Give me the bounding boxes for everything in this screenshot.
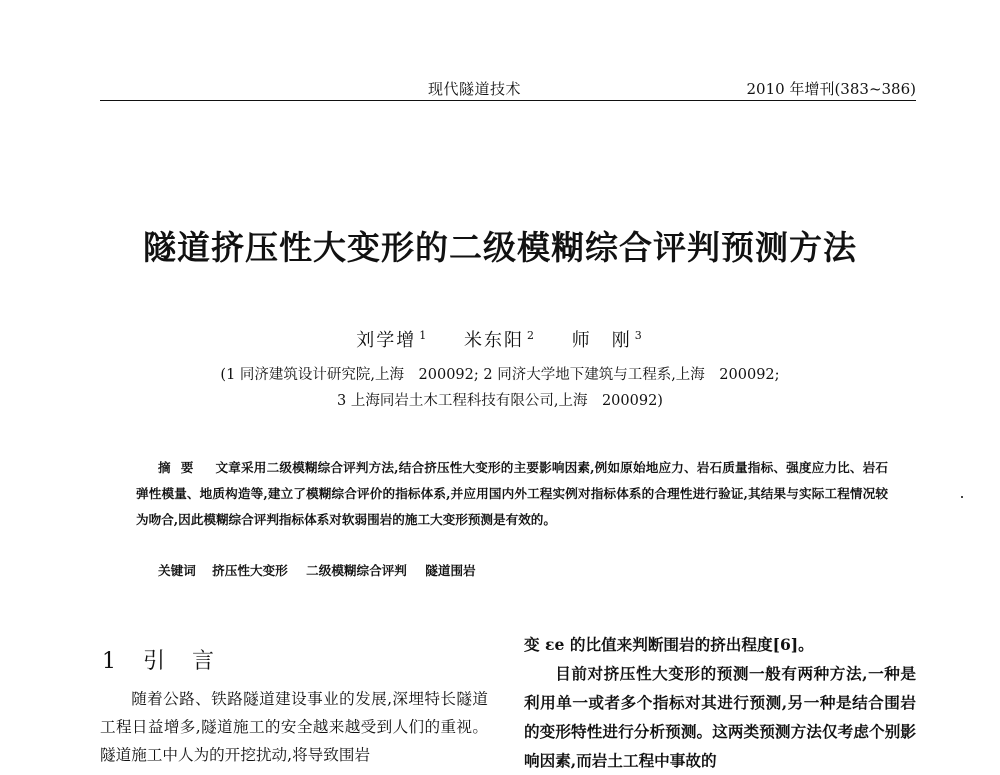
abstract-text: 文章采用二级模糊综合评判方法,结合挤压性大变形的主要影响因素,例如原始地应力、岩石质量指标、强度应力比、岩石弹性模量、地质构造等,建立了模糊综合评价的指标体系,并应用国内外工程实例对指标体系的合理性进行验证,其结果与实际工程情况较为吻合,因此模糊综合评判指标体系对软弱围岩的施工大变形预测是有效的。 bbox=[136, 460, 888, 527]
author-list bbox=[0, 326, 1000, 352]
author-name: 刘学增 bbox=[356, 330, 417, 351]
affiliation-line-1: (1 同济建筑设计研究院,上海 200092; 2 同济大学地下建筑与工程系,上海 200092; bbox=[220, 367, 780, 383]
section-number: 1 bbox=[102, 649, 126, 674]
body-column-right bbox=[524, 630, 916, 775]
paper-title: 隧道挤压性大变形的二级模糊综合评判预测方法 bbox=[143, 228, 857, 267]
header-rule bbox=[100, 100, 916, 101]
scan-speck bbox=[961, 496, 963, 498]
author-name: 师 刚 bbox=[571, 330, 632, 351]
author-name: 米东阳 bbox=[464, 330, 524, 351]
issue-info: 2010 年增刊(383~386) bbox=[746, 80, 916, 98]
body-paragraph: 随着公路、铁路隧道建设事业的发展,深埋特长隧道工程日益增多,隧道施工的安全越来越受到人们的重视。隧道施工中人为的开挖扰动,将导致围岩 bbox=[100, 690, 488, 764]
author-2 bbox=[464, 330, 536, 351]
section-heading bbox=[102, 644, 224, 675]
author-affil-mark: 1 bbox=[419, 329, 429, 342]
keyword-item: 挤压性大变形 bbox=[212, 563, 288, 578]
keywords-label: 关键词 bbox=[158, 563, 196, 578]
body-paragraph: 目前对挤压性大变形的预测一般有两种方法,一种是利用单一或者多个指标对其进行预测,另一种是结合围岩的变形特性进行分析预测。这两类预测方法仅考虑个别影响因素,而岩土工程中事故的 bbox=[524, 664, 916, 770]
keywords bbox=[158, 560, 898, 579]
abstract-label: 摘要 bbox=[158, 460, 204, 475]
author-affil-mark: 3 bbox=[634, 329, 644, 342]
journal-name: 现代隧道技术 bbox=[428, 80, 522, 98]
body-column-left bbox=[100, 685, 488, 769]
affiliation-line-2: 3 上海同岩土木工程科技有限公司,上海 200092) bbox=[337, 393, 663, 409]
section-title: 引 言 bbox=[143, 649, 224, 674]
abstract bbox=[136, 455, 888, 533]
keyword-item: 隧道围岩 bbox=[425, 563, 476, 578]
author-affil-mark: 2 bbox=[527, 329, 536, 342]
body-paragraph: 变 εe 的比值来判断围岩的挤出程度[6]。 bbox=[524, 635, 814, 654]
author-1 bbox=[356, 330, 428, 351]
keyword-item: 二级模糊综合评判 bbox=[306, 563, 407, 578]
author-3 bbox=[572, 330, 644, 351]
